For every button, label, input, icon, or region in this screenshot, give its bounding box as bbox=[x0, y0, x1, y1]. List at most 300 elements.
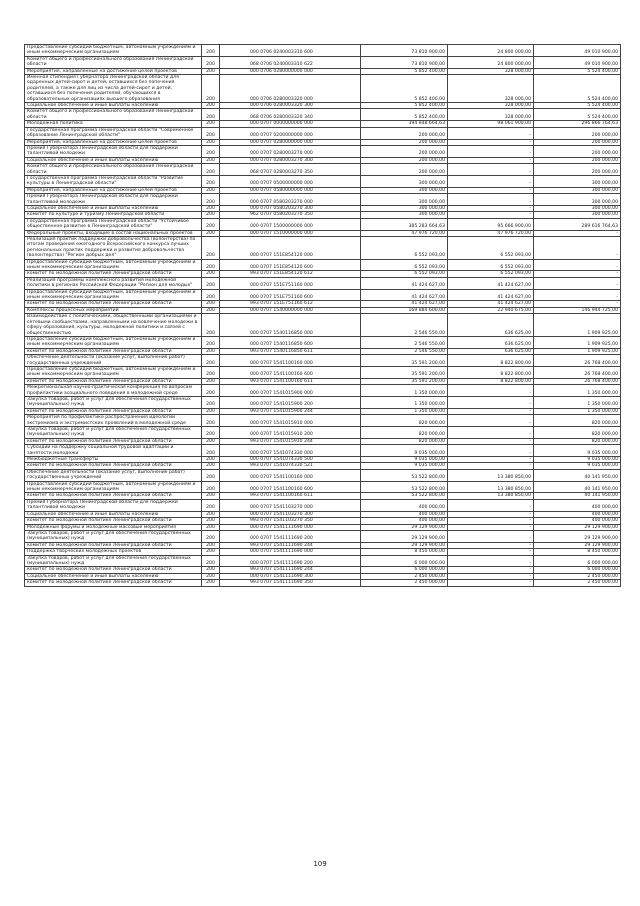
row-classification: 000 0707 1541074330 500 bbox=[220, 457, 361, 463]
executed-amount: - bbox=[448, 127, 534, 139]
table-row bbox=[25, 164, 621, 176]
row-classification: 993 0707 1541111690 350 bbox=[220, 580, 361, 586]
table-row bbox=[25, 336, 621, 348]
row-code: 200 bbox=[202, 438, 220, 444]
executed-amount: - bbox=[448, 408, 534, 414]
row-classification: 993 0707 1541015910 244 bbox=[220, 438, 361, 444]
row-code: 200 bbox=[202, 580, 220, 586]
approved-amount: 9 035 000,00 bbox=[361, 463, 448, 469]
row-name: Обеспечение деятельности (оказание услуг, выполнение работ) государственных учреждений bbox=[25, 469, 202, 481]
unexecuted-amount: 9 035 000,00 bbox=[534, 463, 621, 469]
approved-amount: 5 852 400,00 bbox=[361, 68, 448, 74]
table-row bbox=[25, 481, 621, 493]
table-row bbox=[25, 75, 621, 103]
row-code: 200 bbox=[202, 336, 220, 348]
row-classification: 993 0707 1541111690 244 bbox=[220, 567, 361, 573]
row-code: 200 bbox=[202, 45, 220, 57]
row-classification: 993 0707 151E751160 612 bbox=[220, 301, 361, 307]
row-name: Социальное обеспечение и иные выплаты населению bbox=[25, 205, 202, 211]
executed-amount: 636 625,00 bbox=[448, 336, 534, 348]
row-code: 200 bbox=[202, 549, 220, 555]
row-code: 200 bbox=[202, 205, 220, 211]
unexecuted-amount: 1 909 925,00 bbox=[534, 314, 621, 337]
unexecuted-amount: 1 350 000,00 bbox=[534, 385, 621, 397]
row-code: 200 bbox=[202, 499, 220, 511]
unexecuted-amount: 40 141 950,00 bbox=[534, 493, 621, 499]
row-name: комитет по молодежной политике Ленинградской области bbox=[25, 438, 202, 444]
row-code: 200 bbox=[202, 187, 220, 193]
unexecuted-amount: 200 000,00 bbox=[534, 145, 621, 157]
row-code: 200 bbox=[202, 175, 220, 187]
approved-amount: 29 129 900,00 bbox=[361, 524, 448, 530]
row-name: Федеральные проекты, входящие в состав национальных проектов bbox=[25, 230, 202, 236]
approved-amount: 394 848 664,63 bbox=[361, 121, 448, 127]
row-classification: 993 0707 1540116850 611 bbox=[220, 348, 361, 354]
budget-table bbox=[24, 44, 621, 587]
unexecuted-amount: 146 944 725,00 bbox=[534, 307, 621, 313]
executed-amount: 6 552 093,00 bbox=[448, 237, 534, 260]
row-classification: 000 0706 0280003320 300 bbox=[220, 103, 361, 109]
executed-amount: - bbox=[448, 499, 534, 511]
row-name: комитет по молодежной политике Ленинградской области bbox=[25, 580, 202, 586]
row-name: комитет по молодежной политике Ленинградской области bbox=[25, 542, 202, 548]
approved-amount: 2 546 550,00 bbox=[361, 348, 448, 354]
table-row bbox=[25, 289, 621, 301]
row-classification: 993 0707 1541103270 350 bbox=[220, 518, 361, 524]
row-classification: 000 0707 1540116850 000 bbox=[220, 314, 361, 337]
row-name: Мероприятия по профилактике распространения идеологии экстремизма и экстремистских проявлений в молодежной среде bbox=[25, 415, 202, 427]
row-name: Предоставление субсидий бюджетным, автономным учреждениям и иным некоммерческим организациям bbox=[25, 481, 202, 493]
row-classification: 000 0707 1541103270 000 bbox=[220, 499, 361, 511]
row-code: 200 bbox=[202, 348, 220, 354]
row-code: 200 bbox=[202, 277, 220, 289]
executed-amount: - bbox=[448, 175, 534, 187]
executed-amount: - bbox=[448, 145, 534, 157]
row-classification: 993 0707 1541100160 611 bbox=[220, 378, 361, 384]
row-name: Социальное обеспечение и иные выплаты населению bbox=[25, 511, 202, 517]
table-row bbox=[25, 45, 621, 57]
row-name: Поддержка творческих молодежных проектов bbox=[25, 549, 202, 555]
approved-amount: 1 350 000,00 bbox=[361, 385, 448, 397]
approved-amount: 6 000 000,00 bbox=[361, 555, 448, 567]
unexecuted-amount: 300 000,00 bbox=[534, 194, 621, 206]
unexecuted-amount: 300 000,00 bbox=[534, 187, 621, 193]
executed-amount: 22 940 675,00 bbox=[448, 307, 534, 313]
row-classification: 000 0707 0500000000 000 bbox=[220, 175, 361, 187]
row-name: комитет по молодежной политике Ленинградской области bbox=[25, 301, 202, 307]
unexecuted-amount: 1 909 925,00 bbox=[534, 336, 621, 348]
approved-amount: 300 000,00 bbox=[361, 175, 448, 187]
row-name: Премия Губернатора Ленинградской области для поддержки талантливой молодежи bbox=[25, 194, 202, 206]
row-code: 200 bbox=[202, 567, 220, 573]
approved-amount: 300 000,00 bbox=[361, 205, 448, 211]
unexecuted-amount: - bbox=[534, 237, 621, 260]
row-code: 200 bbox=[202, 237, 220, 260]
row-code: 200 bbox=[202, 301, 220, 307]
row-code: 200 bbox=[202, 408, 220, 414]
row-code: 200 bbox=[202, 511, 220, 517]
table-row bbox=[25, 427, 621, 439]
row-name: Субсидии на поддержку социальной трудовой адаптации и занятости молодежи bbox=[25, 445, 202, 457]
table-row bbox=[25, 218, 621, 230]
unexecuted-amount: 9 035 000,00 bbox=[534, 457, 621, 463]
unexecuted-amount: - bbox=[534, 271, 621, 277]
row-name: Мероприятия, направленные на достижение целей проектов bbox=[25, 139, 202, 145]
row-classification: 068 0706 0280003320 340 bbox=[220, 109, 361, 121]
row-code: 200 bbox=[202, 530, 220, 542]
approved-amount: 35 591 200,00 bbox=[361, 378, 448, 384]
unexecuted-amount: 5 524 400,00 bbox=[534, 103, 621, 109]
row-classification: 000 0707 1541015910 000 bbox=[220, 415, 361, 427]
executed-amount: - bbox=[448, 157, 534, 163]
row-classification: 000 0707 151E751160 000 bbox=[220, 277, 361, 289]
row-name: комитет по молодежной политике Ленинградской области bbox=[25, 463, 202, 469]
approved-amount: 169 884 600,00 bbox=[361, 307, 448, 313]
executed-amount: - bbox=[448, 164, 534, 176]
row-code: 200 bbox=[202, 145, 220, 157]
approved-amount: 8 450 000,00 bbox=[361, 549, 448, 555]
unexecuted-amount: 400 000,00 bbox=[534, 518, 621, 524]
unexecuted-amount: 40 141 950,00 bbox=[534, 469, 621, 481]
unexecuted-amount: 200 000,00 bbox=[534, 157, 621, 163]
executed-amount: 24 800 000,00 bbox=[448, 56, 534, 68]
row-code: 200 bbox=[202, 127, 220, 139]
executed-amount: - bbox=[448, 385, 534, 397]
table-row bbox=[25, 194, 621, 206]
row-classification: 962 0707 0580203270 350 bbox=[220, 212, 361, 218]
unexecuted-amount: 300 000,00 bbox=[534, 205, 621, 211]
row-name: комитет по культуре и туризму Ленинградской области bbox=[25, 212, 202, 218]
approved-amount: 820 000,00 bbox=[361, 415, 448, 427]
approved-amount: 300 000,00 bbox=[361, 212, 448, 218]
row-classification: 000 0707 1541111690 000 bbox=[220, 524, 361, 530]
row-code: 200 bbox=[202, 157, 220, 163]
approved-amount: 400 000,00 bbox=[361, 511, 448, 517]
approved-amount: 300 000,00 bbox=[361, 194, 448, 206]
row-code: 200 bbox=[202, 385, 220, 397]
row-classification: 993 0707 1541015900 244 bbox=[220, 408, 361, 414]
row-code: 200 bbox=[202, 194, 220, 206]
row-name: Комитет общего и профессионального образования Ленинградской области bbox=[25, 109, 202, 121]
executed-amount: - bbox=[448, 187, 534, 193]
executed-amount: - bbox=[448, 518, 534, 524]
row-code: 200 bbox=[202, 259, 220, 271]
unexecuted-amount: 29 129 900,00 bbox=[534, 524, 621, 530]
unexecuted-amount: 1 909 925,00 bbox=[534, 348, 621, 354]
row-classification: 068 0706 0240003310 622 bbox=[220, 56, 361, 68]
row-code: 200 bbox=[202, 555, 220, 567]
table-row bbox=[25, 237, 621, 260]
unexecuted-amount: 9 035 000,00 bbox=[534, 445, 621, 457]
row-name: Реализация программы комплексного развития молодежной политики в регионах Российской Федерации "Регион для молодых" bbox=[25, 277, 202, 289]
table-row bbox=[25, 109, 621, 121]
executed-amount: - bbox=[448, 438, 534, 444]
row-classification: 000 0707 1541111690 200 bbox=[220, 530, 361, 542]
unexecuted-amount: 40 141 950,00 bbox=[534, 481, 621, 493]
table-row bbox=[25, 415, 621, 427]
approved-amount: 5 852 400,00 bbox=[361, 75, 448, 103]
row-classification: 000 0707 1540116850 600 bbox=[220, 336, 361, 348]
executed-amount: - bbox=[448, 194, 534, 206]
row-code: 200 bbox=[202, 218, 220, 230]
approved-amount: 53 522 800,00 bbox=[361, 469, 448, 481]
executed-amount: - bbox=[448, 139, 534, 145]
row-classification: 993 0707 1541111690 244 bbox=[220, 542, 361, 548]
row-code: 200 bbox=[202, 469, 220, 481]
executed-amount: 8 822 800,00 bbox=[448, 366, 534, 378]
executed-amount: - bbox=[448, 567, 534, 573]
row-name: комитет по молодежной политике Ленинградской области bbox=[25, 378, 202, 384]
row-name: Премия Губернатора Ленинградской области для поддержки талантливой молодежи bbox=[25, 145, 202, 157]
row-classification: 993 0707 1541100160 611 bbox=[220, 493, 361, 499]
approved-amount: 820 000,00 bbox=[361, 438, 448, 444]
table-row bbox=[25, 555, 621, 567]
row-code: 200 bbox=[202, 271, 220, 277]
approved-amount: 5 852 400,00 bbox=[361, 109, 448, 121]
approved-amount: 385 283 664,63 bbox=[361, 218, 448, 230]
unexecuted-amount: 49 010 900,00 bbox=[534, 45, 621, 57]
executed-amount: - bbox=[448, 212, 534, 218]
row-name: комитет по молодежной политике Ленинградской области bbox=[25, 493, 202, 499]
approved-amount: 29 129 900,00 bbox=[361, 542, 448, 548]
executed-amount: - bbox=[448, 463, 534, 469]
row-classification: 993 0707 1541074330 521 bbox=[220, 463, 361, 469]
executed-amount: 13 380 850,00 bbox=[448, 469, 534, 481]
row-code: 200 bbox=[202, 573, 220, 579]
row-code: 200 bbox=[202, 427, 220, 439]
row-classification: 000 0707 151E751160 600 bbox=[220, 289, 361, 301]
approved-amount: 47 976 720,00 bbox=[361, 230, 448, 236]
unexecuted-amount: 6 000 000,00 bbox=[534, 567, 621, 573]
executed-amount: - bbox=[448, 427, 534, 439]
unexecuted-amount: 400 000,00 bbox=[534, 511, 621, 517]
row-name: Премия Губернатора Ленинградской области для поддержки талантливой молодежи bbox=[25, 499, 202, 511]
unexecuted-amount: 296 866 764,63 bbox=[534, 121, 621, 127]
row-name: Именная стипендия Губернатора Ленинградской области для одаренных детей-сирот и детей, оставшихся без попечения родителей, а также для лиц из числа детей-сирот и детей, оставшихся без попечения родителей, обучающихся в образовательных организациях высшего образования bbox=[25, 75, 202, 103]
row-name: Государственная программа Ленинградской области "Развитие культуры в Ленинградской области" bbox=[25, 175, 202, 187]
row-classification: 000 0707 1541111690 000 bbox=[220, 549, 361, 555]
row-code: 200 bbox=[202, 56, 220, 68]
approved-amount: 2 450 000,00 bbox=[361, 580, 448, 586]
unexecuted-amount: - bbox=[534, 289, 621, 301]
row-name: комитет по молодежной политике Ленинградской области bbox=[25, 271, 202, 277]
approved-amount: 200 000,00 bbox=[361, 127, 448, 139]
executed-amount: 95 666 900,00 bbox=[448, 218, 534, 230]
row-code: 200 bbox=[202, 378, 220, 384]
row-code: 200 bbox=[202, 445, 220, 457]
row-name: Предоставление субсидий бюджетным, автономным учреждениям и иным некоммерческим организациям bbox=[25, 336, 202, 348]
approved-amount: 6 552 093,00 bbox=[361, 271, 448, 277]
row-name: Комитет общего и профессионального образования Ленинградской области bbox=[25, 164, 202, 176]
budget-table-body bbox=[25, 45, 621, 587]
approved-amount: 29 129 900,00 bbox=[361, 530, 448, 542]
row-classification: 000 0707 1541015900 200 bbox=[220, 396, 361, 408]
unexecuted-amount: 2 450 000,00 bbox=[534, 580, 621, 586]
executed-amount: - bbox=[448, 530, 534, 542]
row-code: 200 bbox=[202, 463, 220, 469]
executed-amount: - bbox=[448, 549, 534, 555]
row-classification: 000 0707 0580203270 300 bbox=[220, 205, 361, 211]
executed-amount: 24 800 000,00 bbox=[448, 45, 534, 57]
approved-amount: 53 522 800,00 bbox=[361, 493, 448, 499]
row-classification: 000 0707 1541100160 000 bbox=[220, 469, 361, 481]
approved-amount: 200 000,00 bbox=[361, 157, 448, 163]
row-name: Обеспечение деятельности (оказание услуг, выполнение работ) государственных учреждений bbox=[25, 355, 202, 367]
table-row bbox=[25, 580, 621, 586]
row-code: 200 bbox=[202, 396, 220, 408]
row-classification: 000 0707 1541100160 600 bbox=[220, 366, 361, 378]
approved-amount: 9 035 000,00 bbox=[361, 457, 448, 463]
row-code: 200 bbox=[202, 164, 220, 176]
executed-amount: - bbox=[448, 457, 534, 463]
approved-amount: 73 810 900,00 bbox=[361, 45, 448, 57]
row-classification: 000 0707 0280000000 000 bbox=[220, 139, 361, 145]
row-name: Закупка товаров, работ и услуг для обеспечения государственных (муниципальных) нужд bbox=[25, 555, 202, 567]
row-name: Молодежные форумы и молодежные массовые мероприятия bbox=[25, 524, 202, 530]
row-classification: 000 0707 1541111690 200 bbox=[220, 555, 361, 567]
executed-amount: - bbox=[448, 573, 534, 579]
row-name: Предоставление субсидий бюджетным, автономным учреждениям и иным некоммерческим организациям bbox=[25, 289, 202, 301]
executed-amount: 6 552 093,00 bbox=[448, 259, 534, 271]
approved-amount: 200 000,00 bbox=[361, 145, 448, 157]
unexecuted-amount: 300 000,00 bbox=[534, 175, 621, 187]
row-classification: 993 0707 151E854120 612 bbox=[220, 271, 361, 277]
row-classification: 000 0707 1541015900 000 bbox=[220, 385, 361, 397]
row-code: 200 bbox=[202, 518, 220, 524]
executed-amount: - bbox=[448, 580, 534, 586]
row-name: Молодежная политика bbox=[25, 121, 202, 127]
executed-amount: 328 000,00 bbox=[448, 103, 534, 109]
row-name: комитет по молодежной политике Ленинградской области bbox=[25, 348, 202, 354]
row-classification: 000 0706 0280003320 000 bbox=[220, 75, 361, 103]
approved-amount: 1 350 000,00 bbox=[361, 396, 448, 408]
row-classification: 000 0707 0000000000 000 bbox=[220, 121, 361, 127]
unexecuted-amount: 26 768 400,00 bbox=[534, 366, 621, 378]
row-name: Предоставление субсидий бюджетным, автономным учреждениям и иным некоммерческим организациям bbox=[25, 259, 202, 271]
executed-amount: - bbox=[448, 542, 534, 548]
approved-amount: 41 424 627,00 bbox=[361, 277, 448, 289]
approved-amount: 300 000,00 bbox=[361, 187, 448, 193]
executed-amount: - bbox=[448, 511, 534, 517]
table-row bbox=[25, 355, 621, 367]
approved-amount: 6 552 093,00 bbox=[361, 237, 448, 260]
row-classification: 000 0707 151E854120 600 bbox=[220, 259, 361, 271]
approved-amount: 1 350 000,00 bbox=[361, 408, 448, 414]
executed-amount: 41 424 627,00 bbox=[448, 289, 534, 301]
executed-amount: 636 625,00 bbox=[448, 348, 534, 354]
row-name: Государственная программа Ленинградской области "Устойчивое общественное развитие в Ленинградской области" bbox=[25, 218, 202, 230]
executed-amount: 98 061 900,00 bbox=[448, 121, 534, 127]
row-code: 200 bbox=[202, 289, 220, 301]
row-code: 200 bbox=[202, 75, 220, 103]
row-name: Мероприятия, направленные на достижение целей проектов bbox=[25, 68, 202, 74]
row-code: 200 bbox=[202, 121, 220, 127]
approved-amount: 53 522 800,00 bbox=[361, 481, 448, 493]
approved-amount: 400 000,00 bbox=[361, 499, 448, 511]
executed-amount: 13 380 850,00 bbox=[448, 481, 534, 493]
row-classification: 000 0706 0280000000 000 bbox=[220, 68, 361, 74]
approved-amount: 6 000 000,00 bbox=[361, 567, 448, 573]
unexecuted-amount: 820 000,00 bbox=[534, 427, 621, 439]
table-row bbox=[25, 127, 621, 139]
row-name: Предоставление субсидий бюджетным, автономным учреждениям и иным некоммерческим организациям bbox=[25, 366, 202, 378]
executed-amount: 13 380 850,00 bbox=[448, 493, 534, 499]
row-name: Закупка товаров, работ и услуг для обеспечения государственных (муниципальных) нужд bbox=[25, 396, 202, 408]
row-code: 200 bbox=[202, 103, 220, 109]
approved-amount: 35 591 200,00 bbox=[361, 366, 448, 378]
row-classification: 000 0707 1541100160 600 bbox=[220, 481, 361, 493]
table-row bbox=[25, 530, 621, 542]
row-code: 200 bbox=[202, 415, 220, 427]
executed-amount: 328 000,00 bbox=[448, 68, 534, 74]
unexecuted-amount: 200 000,00 bbox=[534, 127, 621, 139]
executed-amount: 8 822 800,00 bbox=[448, 378, 534, 384]
executed-amount: 41 424 627,00 bbox=[448, 301, 534, 307]
page-number: 109 bbox=[313, 860, 327, 868]
row-code: 200 bbox=[202, 307, 220, 313]
table-row bbox=[25, 145, 621, 157]
unexecuted-amount: 300 000,00 bbox=[534, 212, 621, 218]
row-classification: 000 0707 1541015910 200 bbox=[220, 427, 361, 439]
row-name: Межрегиональная научно-практическая конференция по вопросам профилактики асоциального поведения в молодежной среде bbox=[25, 385, 202, 397]
row-classification: 000 0707 1541074330 000 bbox=[220, 445, 361, 457]
row-classification: 000 0707 0280003270 300 bbox=[220, 157, 361, 163]
row-name: комитет по молодежной политике Ленинградской области bbox=[25, 567, 202, 573]
row-name: Закупка товаров, работ и услуг для обеспечения государственных (муниципальных) нужд bbox=[25, 530, 202, 542]
row-classification: 000 0707 1541100160 000 bbox=[220, 355, 361, 367]
executed-amount: 328 000,00 bbox=[448, 109, 534, 121]
unexecuted-amount: 8 450 000,00 bbox=[534, 549, 621, 555]
row-name: Закупка товаров, работ и услуг для обеспечения государственных (муниципальных) нужд bbox=[25, 427, 202, 439]
row-code: 200 bbox=[202, 524, 220, 530]
row-name: Комитет общего и профессионального образования Ленинградской области bbox=[25, 56, 202, 68]
unexecuted-amount: 6 000 000,00 bbox=[534, 555, 621, 567]
unexecuted-amount: 1 350 000,00 bbox=[534, 396, 621, 408]
row-name: Предоставление субсидий бюджетным, автономным учреждениям и иным некоммерческим организациям bbox=[25, 45, 202, 57]
unexecuted-amount: 49 010 900,00 bbox=[534, 56, 621, 68]
unexecuted-amount: 1 350 000,00 bbox=[534, 408, 621, 414]
executed-amount: 328 000,00 bbox=[448, 75, 534, 103]
row-classification: 068 0707 0280003270 350 bbox=[220, 164, 361, 176]
approved-amount: 2 450 000,00 bbox=[361, 573, 448, 579]
executed-amount: 41 424 627,00 bbox=[448, 277, 534, 289]
unexecuted-amount: 29 129 900,00 bbox=[534, 542, 621, 548]
unexecuted-amount: 26 768 400,00 bbox=[534, 355, 621, 367]
row-name: Взаимодействие с политическими, общественными организациями и сетевыми сообществами, направленными на вовлечение молодежи в сферу образования, культуры, молодежной политики и связей с общественностью bbox=[25, 314, 202, 337]
unexecuted-amount: 5 524 400,00 bbox=[534, 68, 621, 74]
table-row bbox=[25, 277, 621, 289]
executed-amount: 47 976 720,00 bbox=[448, 230, 534, 236]
row-name: Социальное обеспечение и иные выплаты населению bbox=[25, 573, 202, 579]
row-classification: 000 0707 1510000000 000 bbox=[220, 230, 361, 236]
table-row bbox=[25, 445, 621, 457]
row-classification: 000 0706 0240003310 600 bbox=[220, 45, 361, 57]
approved-amount: 200 000,00 bbox=[361, 139, 448, 145]
unexecuted-amount: 400 000,00 bbox=[534, 499, 621, 511]
row-name: Государственная программа Ленинградской области "Современное образование Ленинградской области" bbox=[25, 127, 202, 139]
approved-amount: 41 424 627,00 bbox=[361, 301, 448, 307]
unexecuted-amount: 5 524 400,00 bbox=[534, 109, 621, 121]
row-code: 200 bbox=[202, 493, 220, 499]
table-row bbox=[25, 366, 621, 378]
row-name: Межбюджетные трансферты bbox=[25, 457, 202, 463]
approved-amount: 200 000,00 bbox=[361, 164, 448, 176]
unexecuted-amount: 2 450 000,00 bbox=[534, 573, 621, 579]
row-code: 200 bbox=[202, 314, 220, 337]
table-row bbox=[25, 499, 621, 511]
executed-amount: - bbox=[448, 415, 534, 427]
row-name: Социальное обеспечение и иные выплаты населению bbox=[25, 103, 202, 109]
